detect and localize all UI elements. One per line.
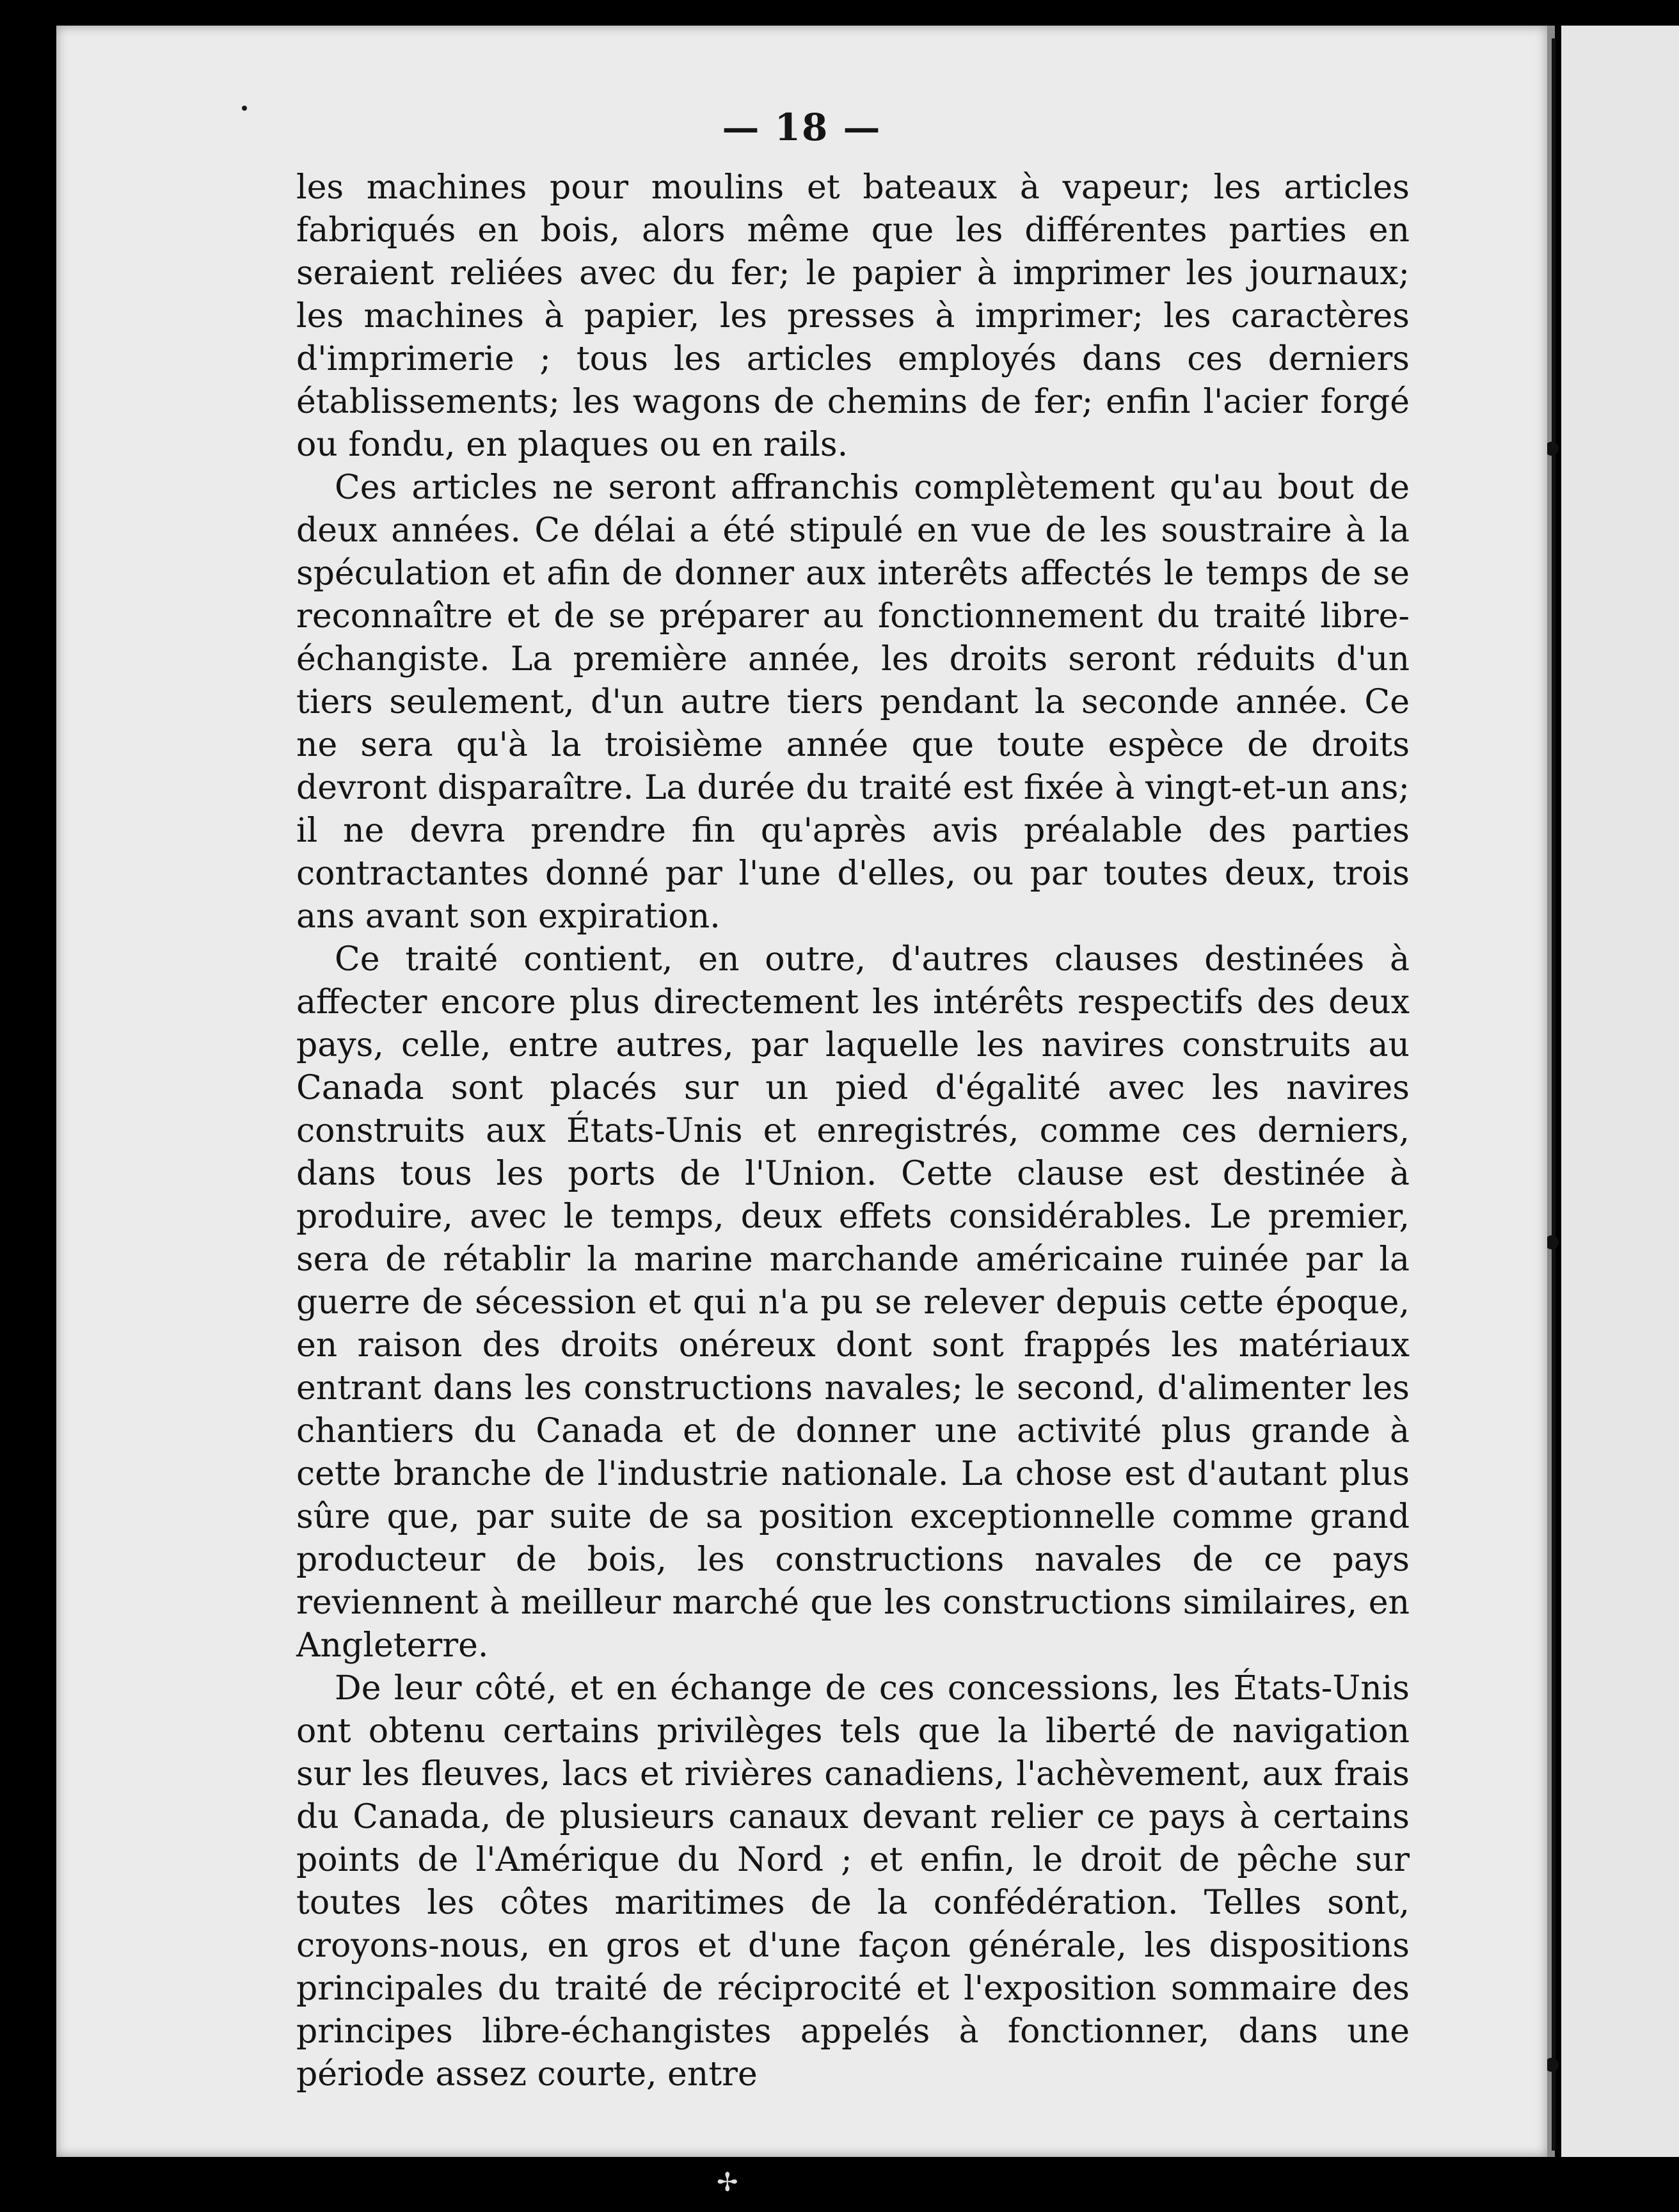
binding-thread [1552,38,1556,2151]
facing-page-edge [1561,26,1679,2157]
paragraph: Ce traité contient, en outre, d'autres clauses destinées à affecter encore plus directement les intérêts respectifs des deux pays, celle, entre autres, par laquelle les navires construits au Canada sont placés sur un pied d'égalité avec les navires construits aux États-Unis et enregistrés, comme ces derniers, dans tous les ports de l'Union. Cette clause est destinée à produire, avec le temps, deux effets considérables. Le premier, sera de rétablir la marine marchande américaine ruinée par la guerre de sécession et qui n'a pu se relever depuis cette époque, en raison des droits onéreux dont sont frappés les matériaux entrant dans les constructions navales; le second, d'alimenter les chantiers du Canada et de donner une activité plus grande à cette branche de l'industrie nationale. La chose est d'autant plus sûre que, par suite de sa position exceptionnelle comme grand producteur de bois, les constructions navales de ce pays reviennent à meilleur marché que les constructions similaires, en Angleterre. [296,940,1410,1665]
paragraph-continuation: les machines pour moulins et bateaux à vapeur; les articles fabriqués en bois, alors même que les différentes parties en seraient reliées avec du fer; le papier à imprimer les journaux; les machines à papier, les presses à imprimer; les caractères d'imprimerie ; tous les articles employés dans ces derniers établissements; les wagons de chemins de fer; enfin l'acier forgé ou fondu, en plaques ou en rails. [296,168,1410,464]
body-text [296,166,1410,2096]
paragraph: Ces articles ne seront affranchis complètement qu'au bout de deux années. Ce délai a été stipulé en vue de les soustraire à la spéculation et afin de donner aux interêts affectés le temps de se reconnaître et de se préparer au fonctionnement du traité libre-échangiste. La première année, les droits seront réduits d'un tiers seulement, d'un autre tiers pendant la seconde année. Ce ne sera qu'à la troisième année que toute espèce de droits devront disparaître. La durée du traité est fixée à vingt-et-un ans; il ne devra prendre fin qu'après avis préalable des parties contractantes donné par l'une d'elles, ou par toutes deux, trois ans avant son expiration. [296,469,1410,936]
page-number: — 18 — [722,106,882,149]
scan-artifact-mark: ✢ [717,2168,738,2197]
paragraph: De leur côté, et en échange de ces concessions, les États-Unis ont obtenu certains privilèges tels que la liberté de navigation sur les fleuves, lacs et rivières canadiens, l'achèvement, aux frais du Canada, de plusieurs canaux devant relier ce pays à certains points de l'Amérique du Nord ; et enfin, le droit de pêche sur toutes les côtes maritimes de la confédération. Telles sont, croyons-nous, en gros et d'une façon générale, les dispositions principales du traité de réciprocité et l'exposition sommaire des principes libre-échangistes appelés à fonctionner, dans une période assez courte, entre [296,1669,1410,2094]
document-page [56,26,1547,2157]
